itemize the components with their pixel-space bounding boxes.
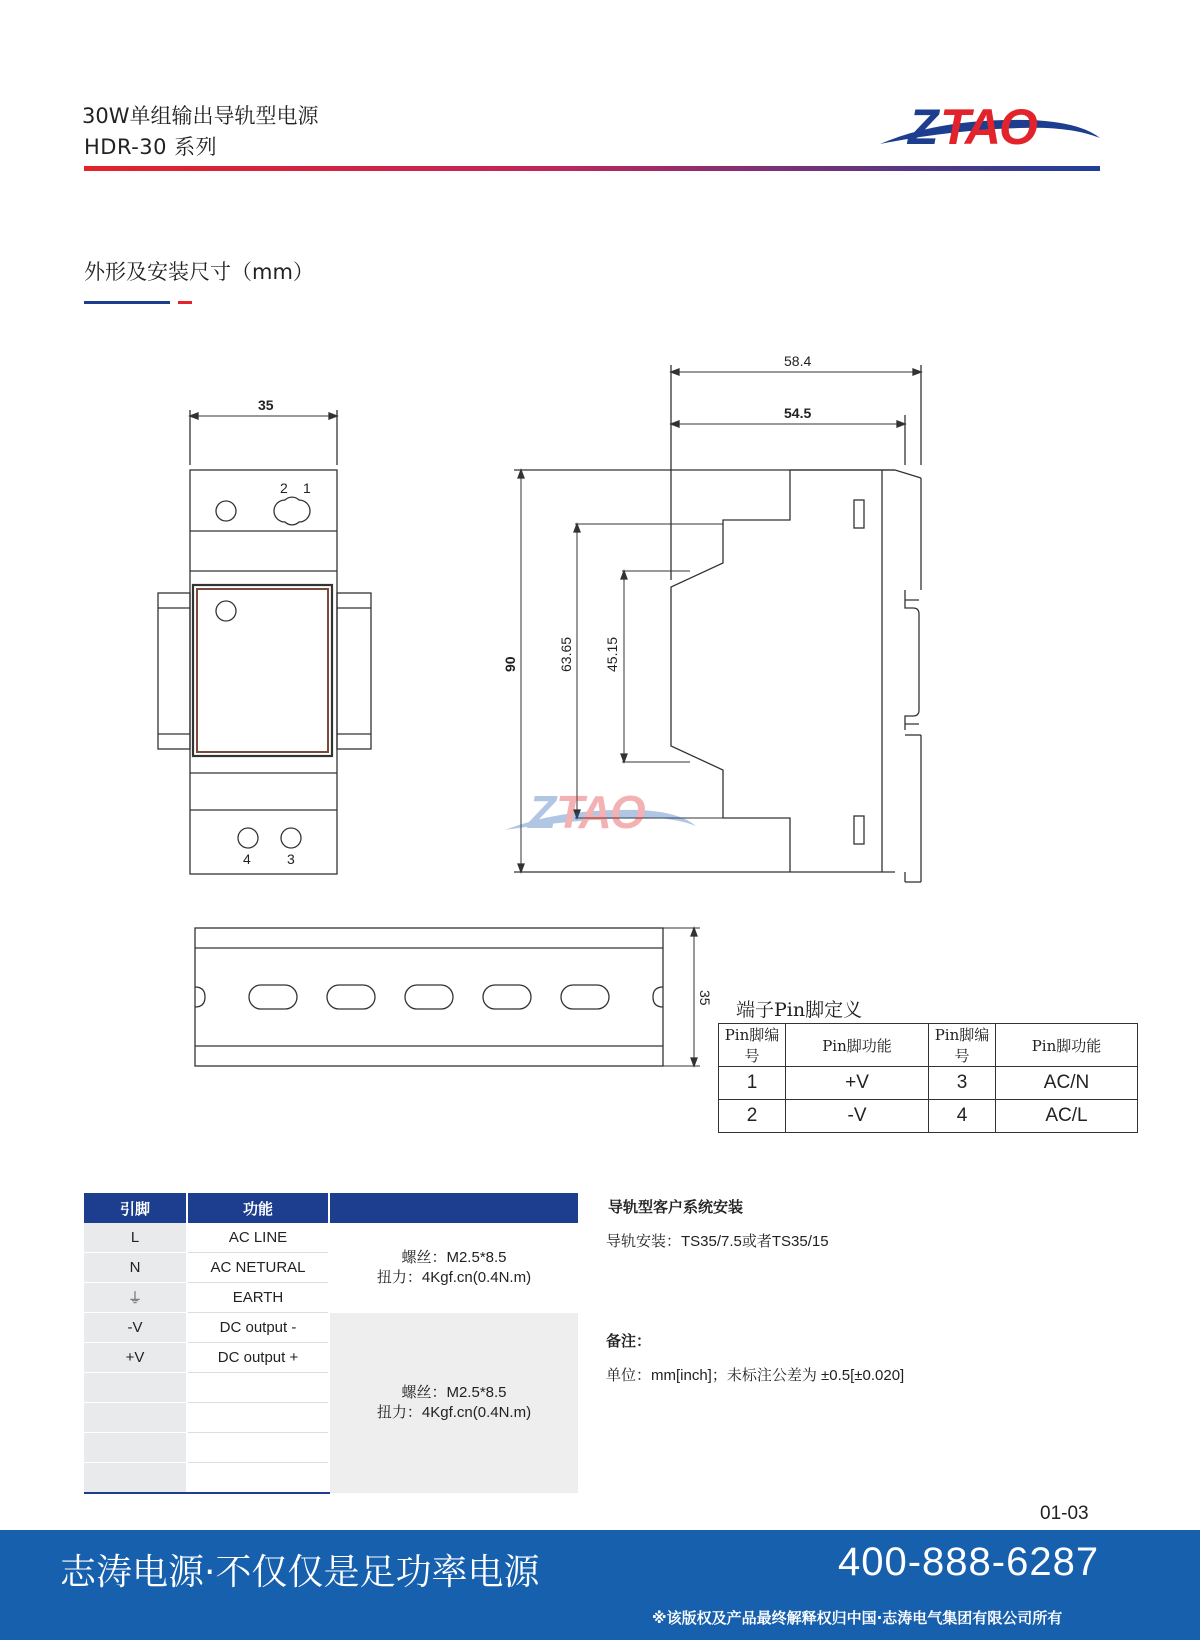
footer-slogan: 志涛电源·不仅仅是足功率电源 — [60, 1552, 540, 1593]
table-row — [84, 1313, 578, 1343]
table-cell — [187, 1403, 329, 1433]
table-row — [719, 1100, 1138, 1133]
pin-definition-table — [718, 1023, 1138, 1133]
table-cell: 1 — [719, 1067, 786, 1100]
table-cell — [84, 1373, 187, 1403]
ztao-watermark — [505, 786, 696, 838]
table-row — [719, 1067, 1138, 1100]
table-cell — [84, 1463, 187, 1494]
page-number: 01-03 — [1040, 1503, 1089, 1524]
svg-text:TAO: TAO — [940, 99, 1036, 155]
remark-title: 备注： — [606, 1333, 652, 1350]
terminal-label-1: 1 — [303, 480, 311, 496]
dim-63-65: 63.65 — [558, 636, 574, 672]
table-cell: AC/N — [996, 1067, 1138, 1100]
table-cell — [187, 1433, 329, 1463]
spec-header-blank — [329, 1193, 578, 1223]
section-underline-accent — [178, 301, 192, 304]
table-cell: AC LINE — [187, 1223, 329, 1253]
dim-rail-height: 35 — [697, 990, 713, 1006]
header-divider — [84, 166, 1100, 171]
terminal-label-4: 4 — [243, 851, 251, 867]
terminal-label-2: 2 — [280, 480, 288, 496]
series-name: HDR-30 系列 — [84, 135, 218, 159]
table-cell: DC output - — [187, 1313, 329, 1343]
svg-text:Z: Z — [908, 99, 937, 155]
table-cell — [84, 1433, 187, 1463]
dim-front-width: 35 — [258, 397, 274, 413]
screw-spec: 螺丝：M2.5*8.5 — [401, 1383, 507, 1401]
table-cell: L — [84, 1223, 187, 1253]
svg-text:TAO: TAO — [556, 786, 644, 838]
spec-header-func: 功能 — [187, 1193, 329, 1223]
section-title: 外形及安装尺寸（mm） — [84, 260, 314, 284]
pin-header-func: Pin脚功能 — [996, 1024, 1138, 1067]
torque-spec: 扭力：4Kgf.cn(0.4N.m) — [376, 1403, 532, 1421]
install-title: 导轨型客户系统安装 — [608, 1199, 744, 1216]
footer-phone: 400-888-6287 — [838, 1540, 1100, 1584]
screw-spec: 螺丝：M2.5*8.5 — [401, 1248, 507, 1266]
torque-spec: 扭力：4Kgf.cn(0.4N.m) — [376, 1268, 532, 1286]
ztao-logo — [880, 96, 1102, 162]
table-cell: DC output + — [187, 1343, 329, 1373]
pin-header-no: Pin脚编号 — [719, 1024, 786, 1067]
table-cell: N — [84, 1253, 187, 1283]
terminal-label-3: 3 — [287, 851, 295, 867]
table-cell: +V — [84, 1343, 187, 1373]
dim-45-15: 45.15 — [604, 636, 620, 672]
dimension-drawing — [0, 330, 1200, 1130]
table-cell: -V — [786, 1100, 929, 1133]
screw-spec-cell — [329, 1223, 578, 1313]
svg-text:Z: Z — [528, 786, 555, 838]
table-cell: +V — [786, 1067, 929, 1100]
section-underline — [84, 301, 170, 304]
table-cell: EARTH — [187, 1283, 329, 1313]
table-cell: 2 — [719, 1100, 786, 1133]
table-cell — [84, 1403, 187, 1433]
screw-spec-cell — [329, 1313, 578, 1494]
dim-body-width: 54.5 — [784, 405, 812, 421]
rail-install: 导轨安装：TS35/7.5或者TS35/15 — [606, 1233, 829, 1250]
earth-icon: ⏚ — [84, 1283, 187, 1313]
terminal-spec-table — [84, 1193, 578, 1494]
table-row — [84, 1223, 578, 1253]
table-cell: AC NETURAL — [187, 1253, 329, 1283]
table-cell: 4 — [929, 1100, 996, 1133]
pin-table-caption: 端子Pin脚定义 — [736, 999, 863, 1021]
table-cell — [187, 1373, 329, 1403]
remark-text: 单位：mm[inch]；未标注公差为 ±0.5[±0.020] — [606, 1367, 905, 1384]
footer-copyright: ※该版权及产品最终解释权归中国·志涛电气集团有限公司所有 — [652, 1609, 1063, 1627]
dim-total-width: 58.4 — [784, 353, 812, 369]
table-cell: AC/L — [996, 1100, 1138, 1133]
spec-header-pin: 引脚 — [84, 1193, 187, 1223]
table-cell: -V — [84, 1313, 187, 1343]
table-cell: 3 — [929, 1067, 996, 1100]
pin-header-func: Pin脚功能 — [786, 1024, 929, 1067]
pin-header-no: Pin脚编号 — [929, 1024, 996, 1067]
dim-height: 90 — [502, 656, 518, 672]
document-title: 30W单组输出导轨型电源 — [82, 104, 319, 128]
table-cell — [187, 1463, 329, 1494]
